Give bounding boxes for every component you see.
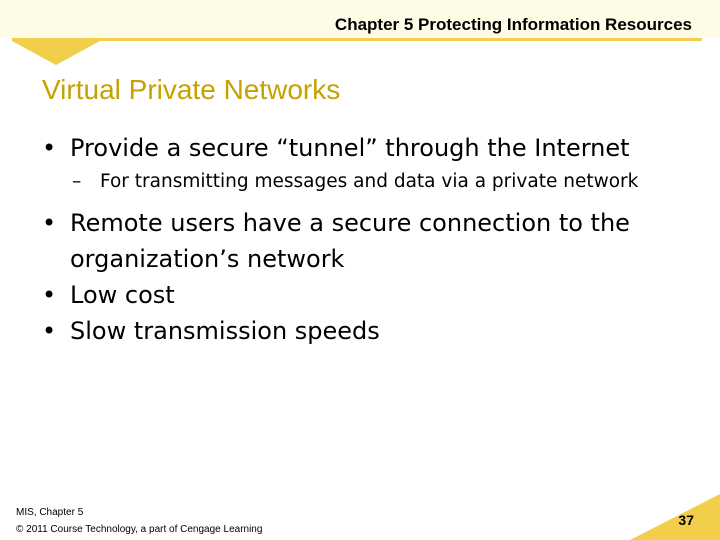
bullet-text: Remote users have a secure connection to the organization’s network bbox=[70, 209, 630, 273]
bullet-marker: • bbox=[42, 134, 57, 162]
bullet-text: Provide a secure “tunnel” through the Internet bbox=[70, 134, 630, 162]
sub-bullet-item bbox=[42, 168, 682, 195]
bullet-marker: • bbox=[42, 317, 57, 345]
bullet-item bbox=[42, 205, 682, 277]
bullet-item bbox=[42, 313, 682, 349]
page-number: 37 bbox=[678, 512, 694, 528]
chapter-header: Chapter 5 Protecting Information Resources bbox=[334, 15, 692, 34]
bullet-marker: • bbox=[42, 281, 57, 309]
sub-bullet-marker: – bbox=[72, 171, 82, 192]
footer-copyright: © 2011 Course Technology, a part of Cengage Learning bbox=[16, 524, 263, 535]
sub-bullet-text: For transmitting messages and data via a private network bbox=[100, 171, 639, 192]
bullet-item bbox=[42, 130, 682, 166]
bullet-item bbox=[42, 277, 682, 313]
header-divider bbox=[12, 38, 702, 41]
bullet-text: Low cost bbox=[70, 281, 175, 309]
bullet-marker: • bbox=[42, 209, 57, 237]
bullet-text: Slow transmission speeds bbox=[70, 317, 380, 345]
header-triangle-decoration bbox=[12, 41, 100, 65]
footer-course-label: MIS, Chapter 5 bbox=[16, 507, 84, 518]
bullet-list bbox=[42, 130, 682, 349]
slide-title: Virtual Private Networks bbox=[42, 74, 341, 105]
page-corner-decoration bbox=[630, 494, 720, 540]
